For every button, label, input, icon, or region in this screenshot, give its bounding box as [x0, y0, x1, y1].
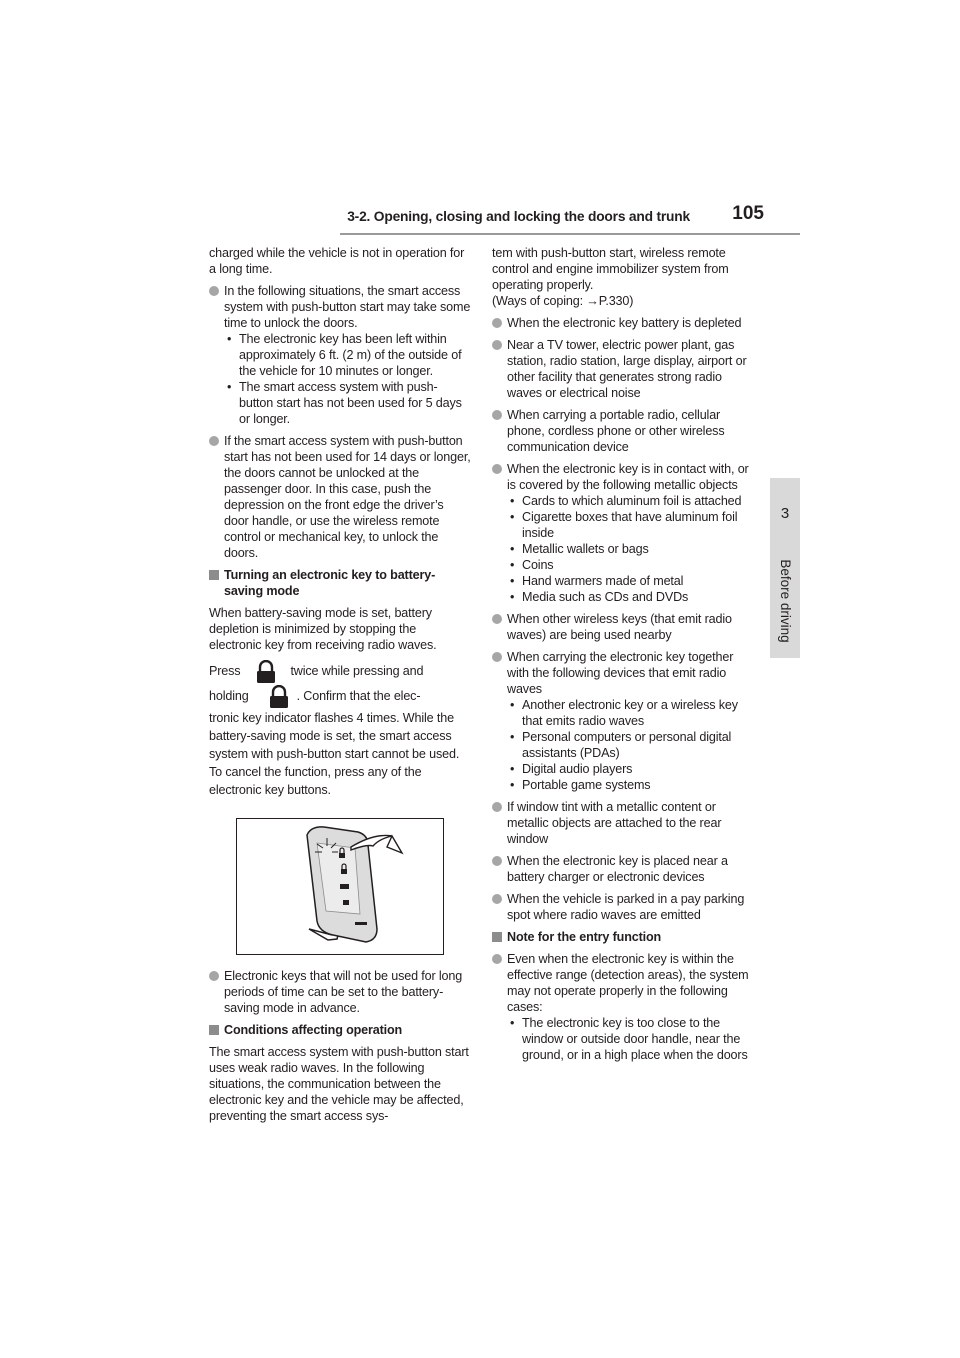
paragraph: The smart access system with push-button start uses weak radio waves. In the following situations, the communication between the electronic key and the vehicle may be affected, preventing the smart access sys- — [209, 1045, 469, 1123]
section-heading: Turning an electronic key to battery-saving mode — [209, 567, 471, 599]
sub-item: • Coins — [510, 558, 554, 572]
lock-icon — [265, 685, 293, 709]
sub-item: • Media such as CDs and DVDs — [510, 590, 689, 604]
left-column — [209, 245, 471, 1124]
paragraph: tronic key indicator flashes 4 times. While the battery-saving mode is set, the smart access system with push-button start cannot be used. To cancel the function, press any of the electronic key buttons. — [209, 711, 460, 797]
bullet-text: Electronic keys that will not be used for long periods of time can be set to the battery-saving mode in advance. — [224, 969, 463, 1015]
bullet-item — [492, 853, 754, 885]
press-line: Press twice while pressing and — [209, 659, 471, 684]
bullet-item — [492, 891, 754, 923]
bullet-item — [492, 315, 754, 331]
sub-list — [507, 1015, 754, 1063]
bullet-dot-icon — [209, 971, 219, 981]
bullet-dot-icon — [492, 954, 502, 964]
bullet-text: Near a TV tower, electric power plant, gas station, radio station, large display, airport or other facility that generates strong radio waves or electrical noise — [507, 338, 747, 400]
section-title: 3-2. Opening, closing and locking the doors and trunk — [347, 209, 690, 224]
bullet-item — [492, 611, 754, 643]
lock-icon — [252, 660, 280, 684]
bullet-dot-icon — [492, 464, 502, 474]
bullet-item — [492, 407, 754, 455]
square-icon — [209, 1025, 219, 1035]
sub-item: • The electronic key has been left within approximately 6 ft. (2 m) of the outside of the vehicle for 10 minutes or longer. — [227, 332, 462, 378]
bullet-item — [492, 951, 754, 1063]
sub-item: • Digital audio players — [510, 762, 633, 776]
right-column — [492, 245, 754, 1069]
square-icon — [492, 932, 502, 942]
bullet-dot-icon — [492, 614, 502, 624]
square-icon — [209, 570, 219, 580]
header-rule — [340, 233, 800, 235]
bullet-text: When the electronic key is placed near a battery charger or electronic devices — [507, 854, 728, 884]
bullet-dot-icon — [209, 436, 219, 446]
sub-item: • Hand warmers made of metal — [510, 574, 684, 588]
sub-item: • Personal computers or personal digital assistants (PDAs) — [510, 730, 732, 760]
bullet-item — [209, 968, 471, 1016]
page-number: 105 — [732, 203, 764, 224]
bullet-text: When the electronic key is in contact with, or is covered by the following metallic objects — [507, 462, 749, 492]
sub-item: • Portable game systems — [510, 778, 651, 792]
bullet-dot-icon — [492, 410, 502, 420]
bullet-text: When the electronic key battery is depleted — [507, 316, 742, 330]
bullet-item — [209, 283, 471, 427]
bullet-item — [209, 433, 471, 561]
sub-item: • Cards to which aluminum foil is attached — [510, 494, 742, 508]
bullet-text: If window tint with a metallic content or metallic objects are attached to the rear window — [507, 800, 722, 846]
sub-list — [224, 331, 471, 427]
bullet-item — [492, 461, 754, 605]
bullet-text: When carrying the electronic key together with the following devices that emit radio waves — [507, 650, 734, 696]
paragraph: When battery-saving mode is set, battery depletion is minimized by stopping the electronic key from receiving radio waves. — [209, 606, 437, 652]
bullet-text: If the smart access system with push-button start has not been used for 14 days or longer, the doors cannot be unlocked at the passenger door. In this case, push the depression on the front edge the driver’s door handle, or use the wireless remote control or mechanical key, to unlock the doors. — [224, 434, 471, 560]
intro-text: charged while the vehicle is not in operation for a long time. — [209, 246, 465, 276]
sub-list — [507, 697, 754, 793]
bullet-item — [492, 649, 754, 793]
sub-item: • Metallic wallets or bags — [510, 542, 649, 556]
bullet-text: Even when the electronic key is within the effective range (detection areas), the system may not operate properly in the following cases: — [507, 952, 749, 1014]
bullet-text: When other wireless keys (that emit radio waves) are being used nearby — [507, 612, 732, 642]
section-heading: Conditions affecting operation — [209, 1022, 471, 1038]
bullet-dot-icon — [492, 318, 502, 328]
bullet-text: When carrying a portable radio, cellular phone, cordless phone or other wireless communication device — [507, 408, 725, 454]
bullet-dot-icon — [492, 652, 502, 662]
bullet-text: When the vehicle is parked in a pay parking spot where radio waves are emitted — [507, 892, 745, 922]
bullet-dot-icon — [209, 286, 219, 296]
bullet-dot-icon — [492, 802, 502, 812]
sub-item: • The smart access system with push-button start has not been used for 5 days or longer. — [227, 380, 462, 426]
sub-list — [507, 493, 754, 605]
bullet-dot-icon — [492, 340, 502, 350]
electronic-key-illustration — [236, 818, 444, 955]
sub-item: • Another electronic key or a wireless key that emits radio waves — [510, 698, 738, 728]
bullet-item — [492, 799, 754, 847]
sub-item: • The electronic key is too close to the window or outside door handle, near the ground, or in a high place when the doors — [510, 1016, 748, 1062]
sub-item: • Cigarette boxes that have aluminum foil inside — [510, 510, 738, 540]
bullet-item — [492, 337, 754, 401]
bullet-text: In the following situations, the smart access system with push-button start may take some time to unlock the doors. — [224, 284, 471, 330]
page-reference: (Ways of coping: →P.330) — [492, 294, 634, 308]
section-heading: Note for the entry function — [492, 929, 754, 945]
bullet-dot-icon — [492, 894, 502, 904]
paragraph: tem with push-button start, wireless remote control and engine immobilizer system from operating properly. — [492, 246, 729, 292]
chapter-label: Before driving — [778, 559, 793, 643]
bullet-dot-icon — [492, 856, 502, 866]
hold-line: holding . Confirm that the elec- — [209, 684, 471, 709]
chapter-number: 3 — [780, 505, 790, 522]
